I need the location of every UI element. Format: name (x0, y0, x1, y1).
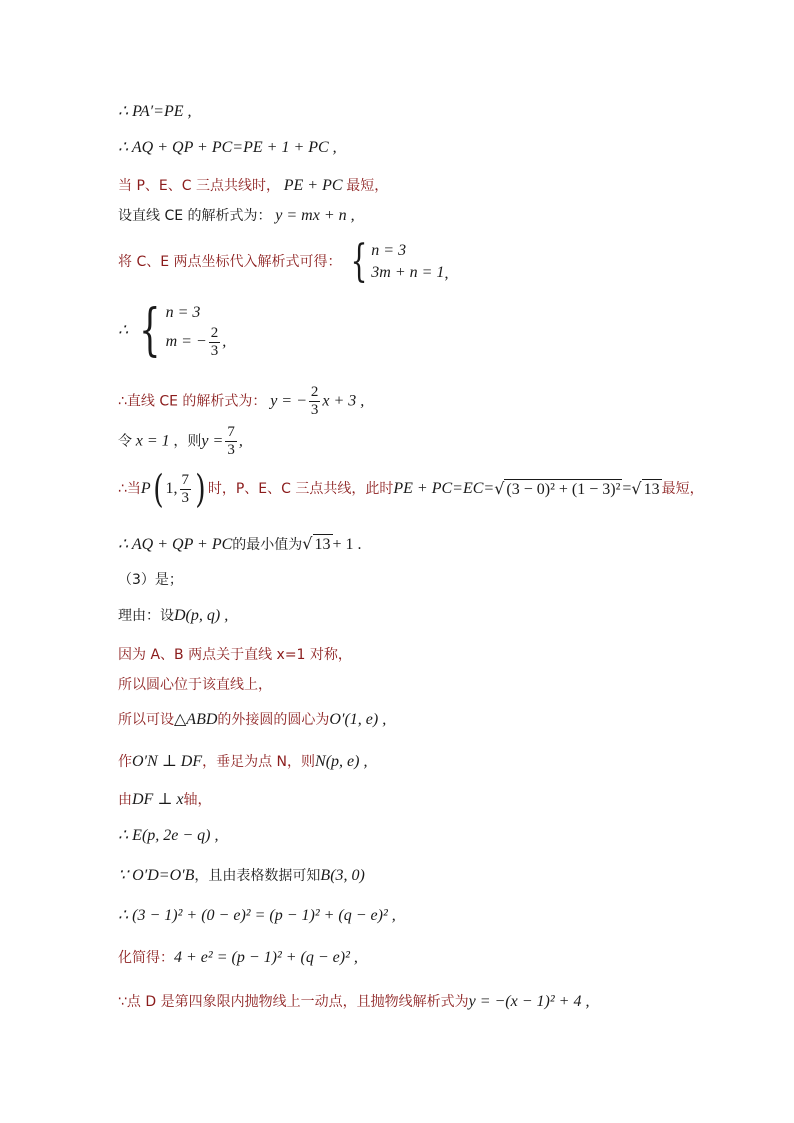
line-4: 设直线 CE 的解析式为： y = mx + n , (118, 207, 355, 224)
line-15: 所以可设△ABD的外接圆的圆心为O′(1, e) , (118, 711, 387, 728)
line-12: 理由：设D(p, q) , (118, 607, 229, 624)
line-13: 因为 A、B 两点关于直线 x=1 对称， (118, 647, 352, 663)
line-8: 令 x = 1 ，则y = $\frac{7}{3}$ , (118, 424, 243, 458)
line-16: 作O′N ⊥ DF，垂足为点 N，则N(p, e) , (118, 753, 368, 770)
line-17: 由DF ⊥ x轴， (118, 791, 212, 808)
line-5: 将 C、E 两点坐标代入解析式可得： { n = 3 3m + n = 1 , (118, 236, 449, 287)
line-11: （3）是； (118, 572, 183, 588)
fraction: $\frac{2}{3}$ (210, 324, 219, 359)
line-22: ∵点 D 是第四象限内抛物线上一动点，且抛物线解析式为y = −(x − 1)² + 4 , (118, 993, 590, 1010)
line-10: ∴ AQ + QP + PC的最小值为√ 13 + 1 . (118, 534, 362, 553)
line-3: 当 P、E、C 三点共线时， PE + PC 最短， (118, 177, 389, 194)
line-20: ∴ (3 − 1)² + (0 − e)² = (p − 1)² + (q − e)² , (118, 907, 396, 924)
left-brace: { (139, 298, 161, 363)
line-9: ∴当P( 1, $\frac{7}{3}$ ) 时，P、E、C 三点共线，此时PE + PC=EC=√ (3 − 0)² + (1 − 3)² =√ 13 最短， (118, 467, 704, 511)
line-1: ∴ PA′=PE , (118, 103, 192, 120)
line-14: 所以圆心位于该直线上， (118, 677, 272, 693)
line-18: ∴ E(p, 2e − q) , (118, 827, 219, 844)
line-6: ∴ { n = 3 m = − $\frac{2}{3}$ , (118, 298, 227, 363)
line-19: ∵ O′D=O′B，且由表格数据可知B(3, 0) (118, 867, 365, 884)
equation-system: { n = 3 3m + n = 1 , (350, 236, 449, 287)
solution-system: { n = 3 m = − $\frac{2}{3}$ , (139, 298, 227, 363)
fraction: $\frac{2}{3}$ (310, 384, 319, 418)
fraction: $\frac{7}{3}$ (181, 471, 190, 506)
left-brace: { (350, 236, 368, 287)
line-7: ∴直线 CE 的解析式为： y = − $\frac{2}{3}$ x + 3 , (118, 384, 365, 418)
fraction: $\frac{7}{3}$ (227, 424, 235, 458)
line-2: ∴ AQ + QP + PC=PE + 1 + PC , (118, 139, 337, 156)
line-21: 化简得：4 + e² = (p − 1)² + (q − e)² , (118, 949, 358, 966)
